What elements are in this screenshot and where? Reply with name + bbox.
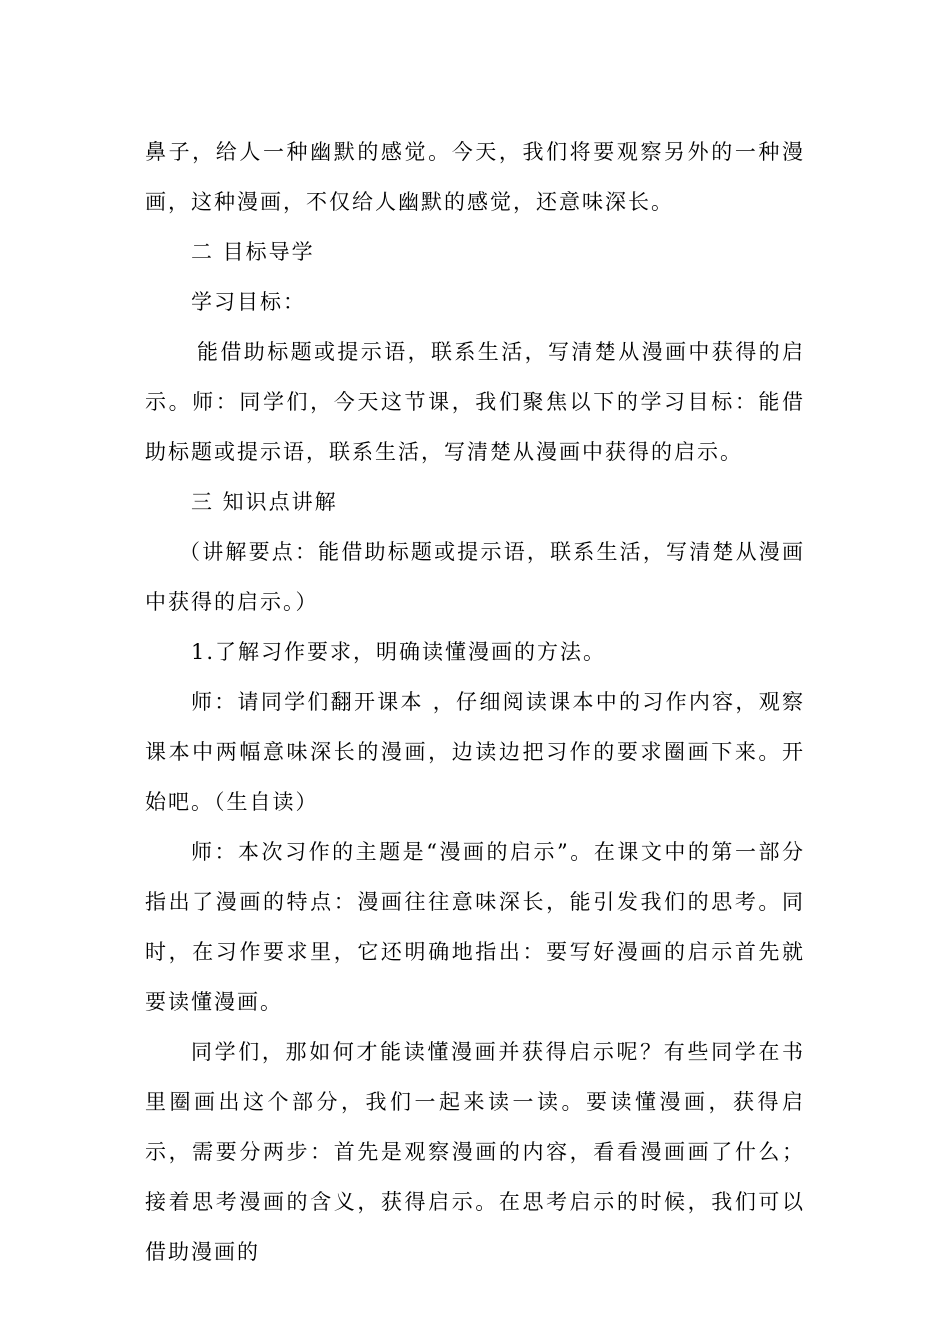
section-heading-goal-guidance: 二 目标导学 — [191, 240, 315, 264]
paragraph-learning-goal: 能借助标题或提示语，联系生活，写清楚从漫画中获得的启示。师：同学们，今天这节课，我们聚焦以下的学习目标：能借助标题或提示语，联系生活，写清楚从漫画中获得的启示。 — [145, 340, 805, 464]
paragraph-how-to-understand: 同学们，那如何才能读懂漫画并获得启示呢？有些同学在书里圈画出这个部分，我们一起来读一读。要读懂漫画，获得启示，需要分两步：首先是观察漫画的内容，看看漫画画了什么；接着思考漫画的含义，获得启示。在思考启示的时候，我们可以借助漫画的 — [145, 1040, 805, 1264]
paragraph-explanation-points: （讲解要点：能借助标题或提示语，联系生活，写清楚从漫画中获得的启示。） — [145, 540, 805, 614]
section-heading-knowledge-explanation: 三 知识点讲解 — [191, 490, 338, 514]
paragraph-teacher-open-book: 师：请同学们翻开课本 ，仔细阅读课本中的习作内容，观察课本中两幅意味深长的漫画，边读边把习作的要求圈画下来。开始吧。（生自读） — [145, 690, 805, 814]
paragraph-teacher-theme: 师：本次习作的主题是“漫画的启示”。在课文中的第一部分指出了漫画的特点：漫画往往意味深长，能引发我们的思考。同时，在习作要求里，它还明确地指出：要写好漫画的启示首先就要读懂漫画。 — [145, 840, 805, 1014]
paragraph-intro-continuation: 鼻子，给人一种幽默的感觉。今天，我们将要观察另外的一种漫画，这种漫画，不仅给人幽默的感觉，还意味深长。 — [145, 140, 805, 214]
list-item-understand-requirements: 1.了解习作要求，明确读懂漫画的方法。 — [191, 640, 607, 664]
learning-goal-label: 学习目标： — [191, 290, 306, 314]
